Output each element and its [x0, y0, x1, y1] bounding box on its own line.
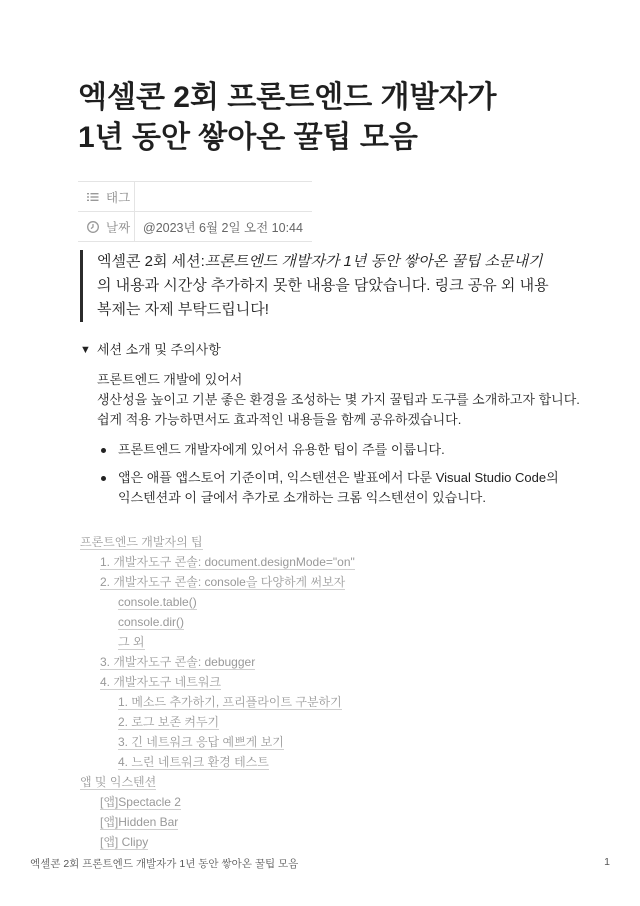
toc-link-text[interactable]: console.dir() — [118, 615, 185, 629]
page-title-line-1: 엑셀콘 2회 프론트엔드 개발자가 — [78, 81, 497, 114]
toggle-intro-1: 프론트엔드 개발에 있어서 — [97, 372, 243, 387]
toc-link-text[interactable]: 3. 개발자도구 콘솔: debugger — [100, 655, 256, 669]
toggle-header[interactable] — [80, 340, 580, 360]
property-key — [78, 182, 134, 211]
toc-link[interactable] — [80, 532, 580, 552]
toc-link[interactable] — [80, 732, 580, 752]
toc-link-text[interactable]: 1. 메소드 추가하기, 프리플라이트 구분하기 — [118, 695, 342, 709]
callout-line-3: 복제는 자제 부탁드립니다! — [97, 301, 269, 318]
callout-line-1 — [97, 250, 570, 274]
property-row-tag[interactable] — [78, 182, 312, 212]
toc-link-text[interactable]: console.table() — [118, 595, 197, 609]
toc-link-text[interactable]: 그 외 — [118, 635, 145, 649]
toggle-content — [80, 370, 580, 508]
toc-link[interactable] — [80, 712, 580, 732]
page-title-line-2: 1년 동안 쌓아온 꿀팁 모음 — [78, 121, 418, 154]
list-item-line: 익스텐션과 이 글에서 추가로 소개하는 크롬 익스텐션이 있습니다. — [118, 490, 486, 505]
toc-link[interactable] — [80, 612, 580, 632]
toc-link[interactable] — [80, 752, 580, 772]
property-value[interactable]: @2023년 6월 2일 오전 10:44 — [134, 212, 312, 241]
property-row-date[interactable] — [78, 212, 312, 242]
toggle-block — [80, 340, 580, 516]
list-icon — [86, 190, 100, 204]
table-of-contents — [80, 532, 580, 852]
toc-link-text[interactable]: 2. 로그 보존 켜두기 — [118, 715, 220, 729]
property-value[interactable] — [134, 182, 312, 211]
list-item — [97, 468, 580, 508]
page-title — [78, 78, 578, 158]
toc-link-text[interactable]: 3. 긴 네트워크 응답 예쁘게 보기 — [118, 735, 284, 749]
page-number: 1 — [604, 856, 610, 868]
toc-link[interactable] — [80, 832, 580, 852]
toc-link[interactable] — [80, 552, 580, 572]
toc-link-text[interactable]: 앱 및 익스텐션 — [80, 775, 157, 789]
list-item-line: 프론트엔드 개발자에게 있어서 유용한 팁이 주를 이룹니다. — [118, 442, 445, 457]
toc-link[interactable] — [80, 812, 580, 832]
list-item-text — [118, 468, 559, 508]
toggle-intro-3: 쉽게 적용 가능하면서도 효과적인 내용들을 함께 공유하겠습니다. — [97, 412, 462, 427]
toc-link-text[interactable]: [앱] Clipy — [100, 835, 149, 849]
property-key — [78, 212, 134, 241]
toc-link-text[interactable]: [앱]Spectacle 2 — [100, 795, 181, 809]
footer-title: 엑셀콘 2회 프론트엔드 개발자가 1년 동안 쌓아온 꿀팁 모음 — [30, 858, 299, 870]
toggle-intro-2: 생산성을 높이고 기분 좋은 환경을 조성하는 몇 가지 꿀팁과 도구를 소개하고자 합니다. — [97, 392, 580, 407]
toc-link-text[interactable]: 4. 느린 네트워크 환경 테스트 — [118, 755, 269, 769]
callout-line-2: 의 내용과 시간상 추가하지 못한 내용을 담았습니다. 링크 공유 외 내용 — [97, 277, 549, 294]
bullet-list — [97, 440, 580, 508]
toc-link[interactable] — [80, 772, 580, 792]
page-footer — [30, 856, 610, 871]
toc-link[interactable] — [80, 572, 580, 592]
callout-session-title: 프론트엔드 개발자가 1년 동안 쌓아온 꿀팁 소문내기 — [204, 253, 543, 270]
toc-link[interactable] — [80, 672, 580, 692]
toc-link[interactable] — [80, 632, 580, 652]
quote-callout — [80, 250, 570, 322]
toc-link[interactable] — [80, 792, 580, 812]
toc-link-text[interactable]: 1. 개발자도구 콘솔: document.designMode="on" — [100, 555, 355, 569]
toc-link[interactable] — [80, 592, 580, 612]
toc-link[interactable] — [80, 692, 580, 712]
property-key-label: 태그 — [106, 190, 131, 205]
list-item-line: 앱은 애플 앱스토어 기준이며, 익스텐션은 발표에서 다룬 Visual Studio Code의 — [118, 470, 559, 485]
bullet-icon — [101, 476, 106, 481]
toc-link-text[interactable]: [앱]Hidden Bar — [100, 815, 179, 829]
toggle-heading: 세션 소개 및 주의사항 — [96, 342, 221, 357]
toc-link-text[interactable]: 4. 개발자도구 네트워크 — [100, 675, 222, 689]
list-item — [97, 440, 580, 460]
toc-link-text[interactable]: 프론트엔드 개발자의 팁 — [80, 535, 203, 549]
property-key-label: 날짜 — [106, 220, 131, 235]
list-item-text — [118, 440, 445, 460]
callout-prefix: 엑셀콘 2회 세션: — [97, 253, 205, 270]
triangle-down-icon[interactable]: ▼ — [80, 344, 91, 356]
toc-link-text[interactable]: 2. 개발자도구 콘솔: console을 다양하게 써보자 — [100, 575, 346, 589]
properties-table — [78, 181, 312, 242]
bullet-icon — [101, 448, 106, 453]
clock-icon — [86, 220, 100, 234]
toc-link[interactable] — [80, 652, 580, 672]
